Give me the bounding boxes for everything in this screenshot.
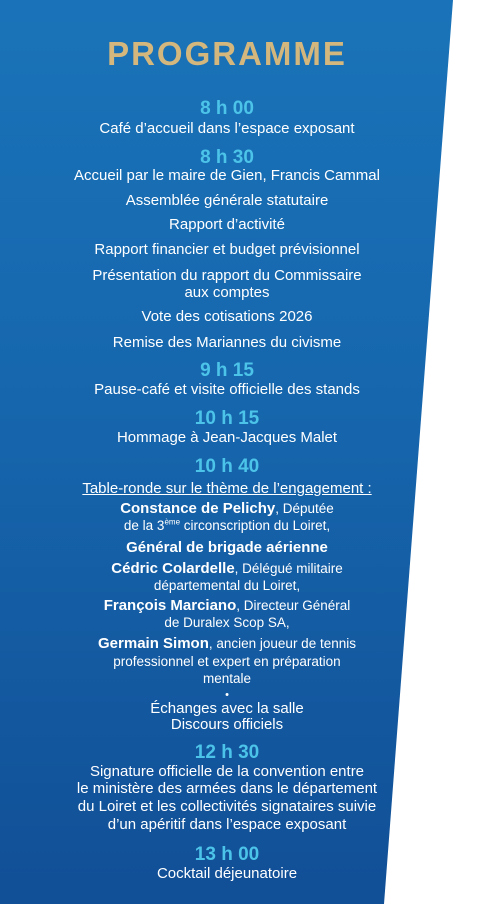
agenda-item: Signature officielle de la convention entre xyxy=(89,763,365,780)
speaker-name: François Marciano xyxy=(103,597,237,614)
agenda-item: Accueil par le maire de Gien, Francis Cammal xyxy=(74,167,380,184)
speaker xyxy=(0,561,454,577)
superscript: ème xyxy=(164,517,181,527)
agenda-item: Pause-café et visite officielle des stands xyxy=(94,381,360,398)
agenda-item: Échanges avec la salle xyxy=(150,700,304,717)
speaker-name: Cédric Colardelle xyxy=(111,560,235,577)
speaker-role-part: de la 3 xyxy=(123,518,165,533)
speaker-role: , Délégué militaire xyxy=(234,561,343,576)
agenda-item: Café d’accueil dans l’espace exposant xyxy=(99,120,355,137)
agenda-item: Rapport financier et budget prévisionnel xyxy=(94,241,360,258)
time-slot-0830: 8 h 30 xyxy=(200,147,254,168)
programme-title: PROGRAMME xyxy=(107,35,347,72)
agenda-item: Rapport d’activité xyxy=(169,216,285,233)
agenda-item: Remise des Mariannes du civisme xyxy=(112,334,342,351)
speaker-role-line: de Duralex Scop SA, xyxy=(164,615,290,630)
agenda-item: Cocktail déjeunatoire xyxy=(156,865,298,882)
time-slot-1040: 10 h 40 xyxy=(194,456,260,477)
agenda-item: d’un apéritif dans l’espace exposant xyxy=(107,816,347,833)
speaker-role: , Directeur Général xyxy=(236,598,351,613)
agenda-item: Assemblée générale statutaire xyxy=(125,192,329,209)
agenda-item: Présentation du rapport du Commissaire xyxy=(92,267,362,284)
speaker-name: Général de brigade aérienne xyxy=(126,539,328,556)
agenda-item: du Loiret et les collectivités signataires suivie xyxy=(77,798,377,815)
agenda-item: Vote des cotisations 2026 xyxy=(141,308,313,325)
time-slot-0800: 8 h 00 xyxy=(200,98,254,119)
agenda-item: Hommage à Jean-Jacques Malet xyxy=(116,429,338,446)
time-slot-1300: 13 h 00 xyxy=(194,844,260,865)
speaker-role-line: départemental du Loiret, xyxy=(153,578,301,593)
speaker-name: Constance de Pelichy xyxy=(120,500,276,517)
speaker-role-line: professionnel et expert en préparation xyxy=(113,654,341,669)
roundtable-title: Table-ronde sur le thème de l’engagement : xyxy=(82,480,372,497)
speaker-role-line: mentale xyxy=(202,671,252,686)
bullet-separator: • xyxy=(225,689,229,701)
speaker-role: , Députée xyxy=(275,501,334,516)
speaker-role-line xyxy=(0,518,454,534)
speaker xyxy=(0,636,454,652)
time-slot-1230: 12 h 30 xyxy=(194,742,260,763)
speaker-role: , ancien joueur de tennis xyxy=(208,636,356,651)
agenda-item: aux comptes xyxy=(184,284,270,301)
time-slot-0915: 9 h 15 xyxy=(200,360,254,381)
speaker-name: Germain Simon xyxy=(98,635,209,652)
agenda-item: le ministère des armées dans le département xyxy=(76,780,378,797)
speaker xyxy=(0,501,454,517)
speaker-role-part: circonscription du Loiret, xyxy=(180,518,331,533)
agenda-item: Discours officiels xyxy=(170,716,284,733)
time-slot-1015: 10 h 15 xyxy=(194,408,260,429)
speaker xyxy=(0,598,454,614)
